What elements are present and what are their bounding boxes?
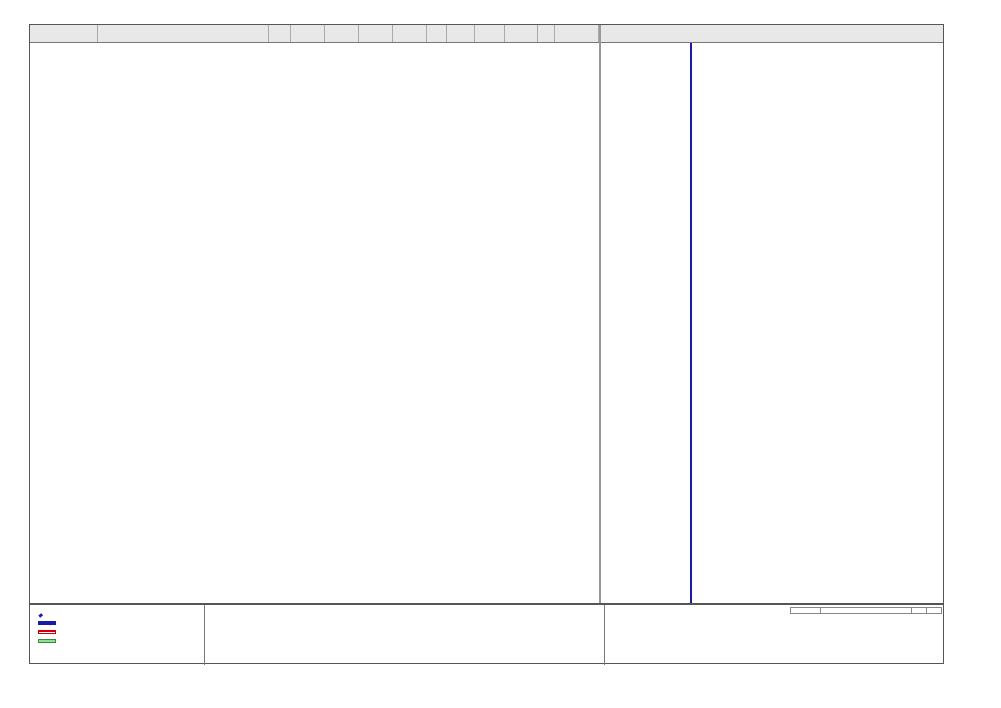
col-activity-type[interactable] (505, 25, 538, 42)
col-activity-pct[interactable] (447, 25, 475, 42)
col-late-finish[interactable] (393, 25, 427, 42)
activity-rows (30, 43, 943, 603)
data-date-line (690, 43, 692, 603)
col-finish[interactable] (325, 25, 359, 42)
revision-table (790, 607, 942, 614)
timeline-header (601, 25, 944, 43)
col-activity-id[interactable] (30, 25, 98, 42)
gantt-frame (29, 24, 944, 604)
col-orig-dur[interactable] (269, 25, 291, 42)
col-activity-name[interactable] (98, 25, 269, 42)
col-start[interactable] (291, 25, 325, 42)
col-physical-pct[interactable] (475, 25, 505, 42)
col-wbs[interactable] (555, 25, 599, 42)
col-total-float[interactable] (427, 25, 447, 42)
col-constraint[interactable] (538, 25, 555, 42)
col-late-start[interactable] (359, 25, 393, 42)
footer: ◆ (29, 604, 944, 664)
